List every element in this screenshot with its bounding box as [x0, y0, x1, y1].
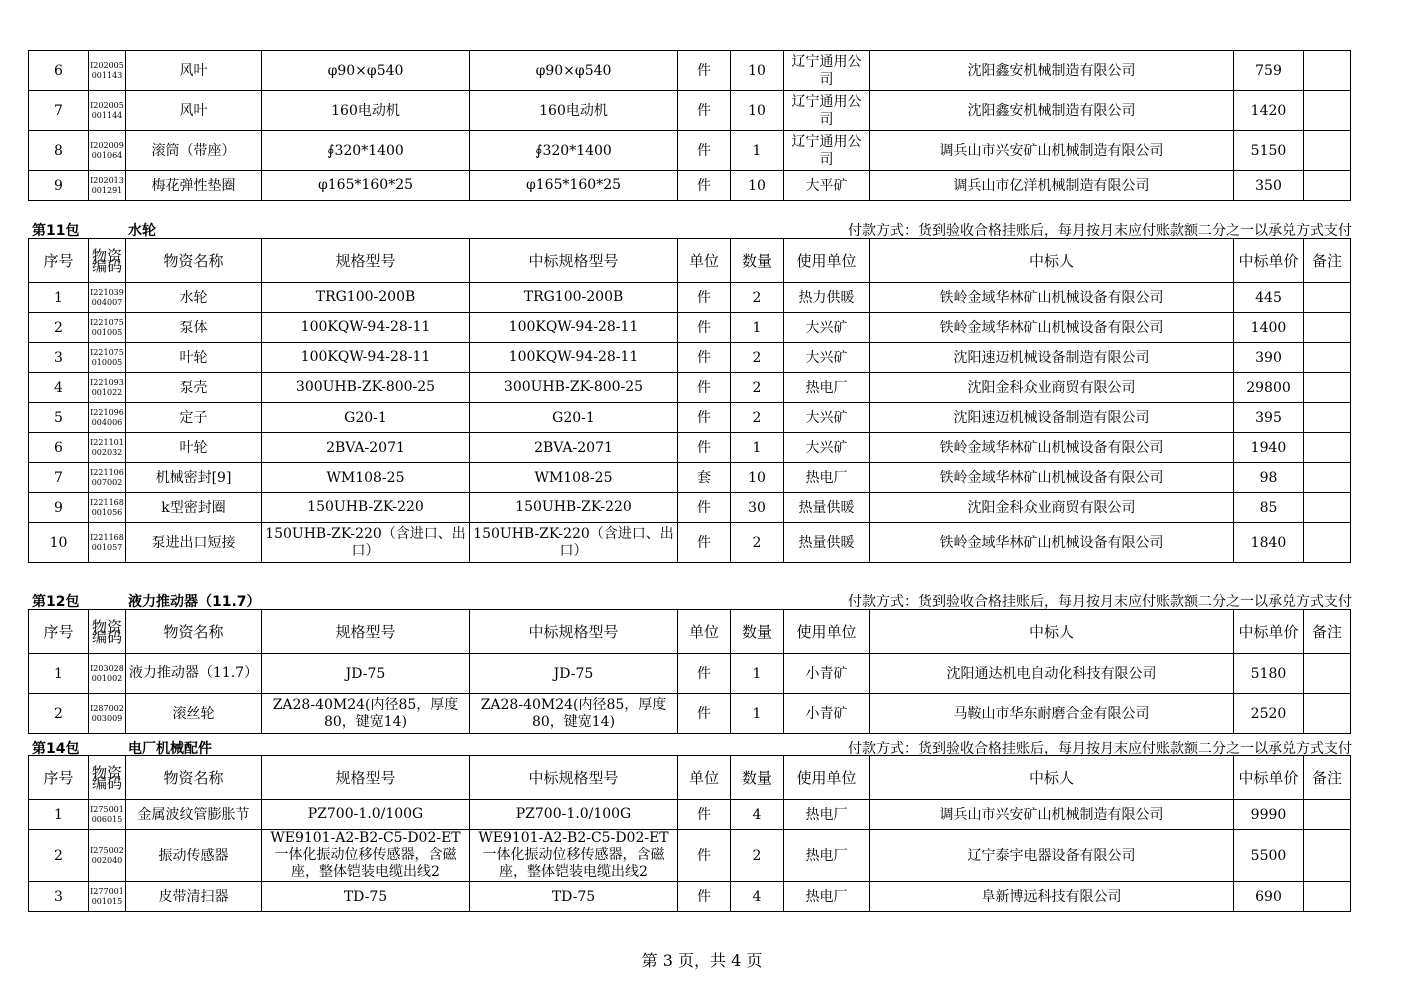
header-name-cell: 物资名称	[126, 756, 262, 800]
user-cell: 辽宁通用公司	[784, 131, 870, 171]
bid-spec-cell: 160电动机	[470, 91, 678, 131]
user-cell: 小青矿	[784, 694, 870, 734]
winner-cell: 调兵山市兴安矿山机械制造有限公司	[870, 800, 1234, 830]
name-cell: 滚丝轮	[126, 694, 262, 734]
winner-cell: 沈阳通达机电自动化科技有限公司	[870, 654, 1234, 694]
spec-cell: ∮320*1400	[262, 131, 470, 171]
user-cell: 大兴矿	[784, 433, 870, 463]
seq-cell: 2	[29, 694, 89, 734]
unit-cell: 件	[678, 800, 731, 830]
package-number: 第11包	[32, 223, 80, 239]
price-cell: 390	[1234, 343, 1304, 373]
winner-cell: 沈阳金科众业商贸有限公司	[870, 493, 1234, 523]
qty-cell: 2	[731, 403, 784, 433]
bid-spec-cell: JD-75	[470, 654, 678, 694]
code-cell: I275002 002040	[89, 830, 126, 882]
bid-spec-cell: 2BVA-2071	[470, 433, 678, 463]
spec-cell: WM108-25	[262, 463, 470, 493]
seq-cell: 4	[29, 373, 89, 403]
note-cell	[1304, 403, 1351, 433]
bid-spec-cell: 300UHB-ZK-800-25	[470, 373, 678, 403]
table-package-11	[28, 238, 1351, 563]
spec-cell: TRG100-200B	[262, 283, 470, 313]
name-cell: 风叶	[126, 91, 262, 131]
note-cell	[1304, 171, 1351, 201]
user-cell: 热力供暖	[784, 283, 870, 313]
price-cell: 29800	[1234, 373, 1304, 403]
name-cell: 皮带清扫器	[126, 882, 262, 912]
seq-cell: 9	[29, 493, 89, 523]
unit-cell: 件	[678, 171, 731, 201]
user-cell: 辽宁通用公司	[784, 51, 870, 91]
qty-cell: 2	[731, 343, 784, 373]
qty-cell: 4	[731, 882, 784, 912]
unit-cell: 件	[678, 91, 731, 131]
table-row	[29, 171, 1351, 201]
note-cell	[1304, 463, 1351, 493]
bid-spec-cell: ∮320*1400	[470, 131, 678, 171]
bid-spec-cell: φ90×φ540	[470, 51, 678, 91]
unit-cell: 套	[678, 463, 731, 493]
header-unit-cell: 单位	[678, 610, 731, 654]
table-row	[29, 313, 1351, 343]
note-cell	[1304, 800, 1351, 830]
user-cell: 小青矿	[784, 654, 870, 694]
package-name: 液力推动器（11.7）	[128, 594, 261, 610]
unit-cell: 件	[678, 51, 731, 91]
table-row	[29, 830, 1351, 882]
winner-cell: 阜新博远科技有限公司	[870, 882, 1234, 912]
price-cell: 98	[1234, 463, 1304, 493]
table-row	[29, 433, 1351, 463]
seq-cell: 1	[29, 654, 89, 694]
name-cell: 定子	[126, 403, 262, 433]
winner-cell: 铁岭金域华林矿山机械设备有限公司	[870, 523, 1234, 563]
note-cell	[1304, 51, 1351, 91]
note-cell	[1304, 493, 1351, 523]
header-note-cell: 备注	[1304, 239, 1351, 283]
unit-cell: 件	[678, 433, 731, 463]
user-cell: 热电厂	[784, 882, 870, 912]
header-code-cell: 物资编码	[89, 756, 126, 800]
code-cell: I221075 010005	[89, 343, 126, 373]
table-row	[29, 800, 1351, 830]
winner-cell: 铁岭金域华林矿山机械设备有限公司	[870, 433, 1234, 463]
code-cell: I202005 001143	[89, 51, 126, 91]
bid-spec-cell: TD-75	[470, 882, 678, 912]
price-cell: 1400	[1234, 313, 1304, 343]
header-qty-cell: 数量	[731, 239, 784, 283]
qty-cell: 1	[731, 131, 784, 171]
price-cell: 445	[1234, 283, 1304, 313]
unit-cell: 件	[678, 343, 731, 373]
name-cell: 水轮	[126, 283, 262, 313]
bid-spec-cell: ZA28-40M24(内径85，厚度80，键宽14)	[470, 694, 678, 734]
header-unit-cell: 单位	[678, 756, 731, 800]
bid-spec-cell: 100KQW-94-28-11	[470, 343, 678, 373]
table-row	[29, 51, 1351, 91]
winner-cell: 辽宁泰宇电器设备有限公司	[870, 830, 1234, 882]
spec-cell: 150UHB-ZK-220（含进口、出口）	[262, 523, 470, 563]
header-qty-cell: 数量	[731, 610, 784, 654]
user-cell: 热电厂	[784, 373, 870, 403]
header-bid-spec-cell: 中标规格型号	[470, 610, 678, 654]
code-cell: I221096 004006	[89, 403, 126, 433]
table-row	[29, 523, 1351, 563]
spec-cell: 300UHB-ZK-800-25	[262, 373, 470, 403]
note-cell	[1304, 373, 1351, 403]
seq-cell: 10	[29, 523, 89, 563]
user-cell: 大兴矿	[784, 343, 870, 373]
header-winner-cell: 中标人	[870, 239, 1234, 283]
code-cell: I221093 001022	[89, 373, 126, 403]
price-cell: 2520	[1234, 694, 1304, 734]
unit-cell: 件	[678, 313, 731, 343]
seq-cell: 1	[29, 283, 89, 313]
table-row	[29, 654, 1351, 694]
price-cell: 690	[1234, 882, 1304, 912]
header-price-cell: 中标单价	[1234, 610, 1304, 654]
header-row	[29, 610, 1351, 654]
qty-cell: 30	[731, 493, 784, 523]
code-cell: I221168 001057	[89, 523, 126, 563]
header-spec-cell: 规格型号	[262, 239, 470, 283]
header-bid-spec-cell: 中标规格型号	[470, 239, 678, 283]
note-cell	[1304, 91, 1351, 131]
note-cell	[1304, 694, 1351, 734]
table-row	[29, 373, 1351, 403]
name-cell: 机械密封[9]	[126, 463, 262, 493]
table-row	[29, 283, 1351, 313]
code-cell: I221168 001056	[89, 493, 126, 523]
seq-cell: 5	[29, 403, 89, 433]
qty-cell: 10	[731, 91, 784, 131]
unit-cell: 件	[678, 373, 731, 403]
bid-spec-cell: φ165*160*25	[470, 171, 678, 201]
code-cell: I202005 001144	[89, 91, 126, 131]
header-spec-cell: 规格型号	[262, 610, 470, 654]
header-bid-spec-cell: 中标规格型号	[470, 756, 678, 800]
note-cell	[1304, 882, 1351, 912]
name-cell: 滚筒（带座）	[126, 131, 262, 171]
seq-cell: 2	[29, 313, 89, 343]
winner-cell: 铁岭金域华林矿山机械设备有限公司	[870, 313, 1234, 343]
header-row	[29, 239, 1351, 283]
note-cell	[1304, 131, 1351, 171]
unit-cell: 件	[678, 283, 731, 313]
user-cell: 大平矿	[784, 171, 870, 201]
bid-spec-cell: 150UHB-ZK-220（含进口、出口）	[470, 523, 678, 563]
user-cell: 大兴矿	[784, 313, 870, 343]
payment-terms: 付款方式：货到验收合格挂账后，每月按月末应付账款额二分之一以承兑方式支付	[848, 741, 1352, 757]
name-cell: 叶轮	[126, 433, 262, 463]
section-header-11	[32, 220, 1352, 240]
table-package-12	[28, 609, 1351, 734]
user-cell: 热电厂	[784, 830, 870, 882]
header-seq-cell: 序号	[29, 610, 89, 654]
table-continuation	[28, 50, 1351, 201]
winner-cell: 马鞍山市华东耐磨合金有限公司	[870, 694, 1234, 734]
header-seq-cell: 序号	[29, 239, 89, 283]
header-user-cell: 使用单位	[784, 239, 870, 283]
section-header-12	[32, 591, 1352, 611]
winner-cell: 调兵山市亿洋机械制造有限公司	[870, 171, 1234, 201]
table-row	[29, 493, 1351, 523]
bid-spec-cell: WE9101-A2-B2-C5-D02-ET一体化振动位移传感器，含磁座，整体铠装电缆出线2	[470, 830, 678, 882]
price-cell: 350	[1234, 171, 1304, 201]
user-cell: 大兴矿	[784, 403, 870, 433]
spec-cell: ZA28-40M24(内径85，厚度80，键宽14)	[262, 694, 470, 734]
winner-cell: 沈阳鑫安机械制造有限公司	[870, 51, 1234, 91]
spec-cell: 2BVA-2071	[262, 433, 470, 463]
seq-cell: 3	[29, 343, 89, 373]
package-name: 电厂机械配件	[128, 741, 212, 757]
table-package-14	[28, 755, 1351, 912]
name-cell: 梅花弹性垫圈	[126, 171, 262, 201]
package-number: 第14包	[32, 741, 80, 757]
user-cell: 辽宁通用公司	[784, 91, 870, 131]
code-cell: I221039 004007	[89, 283, 126, 313]
price-cell: 759	[1234, 51, 1304, 91]
winner-cell: 沈阳速迈机械设备制造有限公司	[870, 343, 1234, 373]
winner-cell: 铁岭金域华林矿山机械设备有限公司	[870, 283, 1234, 313]
qty-cell: 2	[731, 373, 784, 403]
table-row	[29, 403, 1351, 433]
bid-spec-cell: G20-1	[470, 403, 678, 433]
spec-cell: 100KQW-94-28-11	[262, 313, 470, 343]
header-winner-cell: 中标人	[870, 756, 1234, 800]
name-cell: 液力推动器（11.7）	[126, 654, 262, 694]
qty-cell: 1	[731, 694, 784, 734]
seq-cell: 8	[29, 131, 89, 171]
header-user-cell: 使用单位	[784, 756, 870, 800]
name-cell: 振动传感器	[126, 830, 262, 882]
header-code-cell: 物资编码	[89, 610, 126, 654]
bid-spec-cell: 150UHB-ZK-220	[470, 493, 678, 523]
code-cell: I202009 001064	[89, 131, 126, 171]
name-cell: 金属波纹管膨胀节	[126, 800, 262, 830]
header-name-cell: 物资名称	[126, 610, 262, 654]
qty-cell: 2	[731, 523, 784, 563]
user-cell: 热量供暖	[784, 493, 870, 523]
bid-spec-cell: PZ700-1.0/100G	[470, 800, 678, 830]
unit-cell: 件	[678, 654, 731, 694]
header-unit-cell: 单位	[678, 239, 731, 283]
qty-cell: 10	[731, 171, 784, 201]
spec-cell: 150UHB-ZK-220	[262, 493, 470, 523]
qty-cell: 1	[731, 654, 784, 694]
seq-cell: 6	[29, 433, 89, 463]
spec-cell: 160电动机	[262, 91, 470, 131]
winner-cell: 沈阳鑫安机械制造有限公司	[870, 91, 1234, 131]
qty-cell: 1	[731, 433, 784, 463]
note-cell	[1304, 343, 1351, 373]
spec-cell: φ90×φ540	[262, 51, 470, 91]
header-seq-cell: 序号	[29, 756, 89, 800]
package-number: 第12包	[32, 594, 80, 610]
qty-cell: 10	[731, 51, 784, 91]
bid-spec-cell: 100KQW-94-28-11	[470, 313, 678, 343]
table-row	[29, 131, 1351, 171]
price-cell: 1840	[1234, 523, 1304, 563]
qty-cell: 1	[731, 313, 784, 343]
table-row	[29, 882, 1351, 912]
note-cell	[1304, 283, 1351, 313]
code-cell: I221106 007002	[89, 463, 126, 493]
header-winner-cell: 中标人	[870, 610, 1234, 654]
unit-cell: 件	[678, 523, 731, 563]
header-price-cell: 中标单价	[1234, 756, 1304, 800]
spec-cell: φ165*160*25	[262, 171, 470, 201]
header-code-cell: 物资编码	[89, 239, 126, 283]
unit-cell: 件	[678, 882, 731, 912]
price-cell: 5180	[1234, 654, 1304, 694]
table-row	[29, 91, 1351, 131]
header-note-cell: 备注	[1304, 756, 1351, 800]
code-cell: I277001 001015	[89, 882, 126, 912]
note-cell	[1304, 830, 1351, 882]
unit-cell: 件	[678, 131, 731, 171]
code-cell: I203028 001002	[89, 654, 126, 694]
price-cell: 1940	[1234, 433, 1304, 463]
user-cell: 热电厂	[784, 463, 870, 493]
winner-cell: 沈阳速迈机械设备制造有限公司	[870, 403, 1234, 433]
winner-cell: 调兵山市兴安矿山机械制造有限公司	[870, 131, 1234, 171]
spec-cell: WE9101-A2-B2-C5-D02-ET一体化振动位移传感器，含磁座，整体铠装电缆出线2	[262, 830, 470, 882]
payment-terms: 付款方式：货到验收合格挂账后，每月按月末应付账款额二分之一以承兑方式支付	[848, 594, 1352, 610]
seq-cell: 9	[29, 171, 89, 201]
payment-terms: 付款方式：货到验收合格挂账后，每月按月末应付账款额二分之一以承兑方式支付	[848, 223, 1352, 239]
unit-cell: 件	[678, 694, 731, 734]
table-row	[29, 694, 1351, 734]
price-cell: 5500	[1234, 830, 1304, 882]
name-cell: 泵壳	[126, 373, 262, 403]
price-cell: 85	[1234, 493, 1304, 523]
header-price-cell: 中标单价	[1234, 239, 1304, 283]
header-user-cell: 使用单位	[784, 610, 870, 654]
code-cell: I275001 006015	[89, 800, 126, 830]
table-row	[29, 343, 1351, 373]
header-note-cell: 备注	[1304, 610, 1351, 654]
name-cell: 泵体	[126, 313, 262, 343]
header-name-cell: 物资名称	[126, 239, 262, 283]
name-cell: 泵进出口短接	[126, 523, 262, 563]
bid-spec-cell: TRG100-200B	[470, 283, 678, 313]
seq-cell: 7	[29, 463, 89, 493]
code-cell: I221101 002032	[89, 433, 126, 463]
spec-cell: TD-75	[262, 882, 470, 912]
winner-cell: 沈阳金科众业商贸有限公司	[870, 373, 1234, 403]
header-spec-cell: 规格型号	[262, 756, 470, 800]
unit-cell: 件	[678, 403, 731, 433]
code-cell: I202013 001291	[89, 171, 126, 201]
qty-cell: 4	[731, 800, 784, 830]
unit-cell: 件	[678, 493, 731, 523]
spec-cell: 100KQW-94-28-11	[262, 343, 470, 373]
seq-cell: 7	[29, 91, 89, 131]
spec-cell: PZ700-1.0/100G	[262, 800, 470, 830]
qty-cell: 2	[731, 830, 784, 882]
code-cell: I287002 003009	[89, 694, 126, 734]
seq-cell: 2	[29, 830, 89, 882]
note-cell	[1304, 654, 1351, 694]
note-cell	[1304, 433, 1351, 463]
name-cell: 风叶	[126, 51, 262, 91]
note-cell	[1304, 313, 1351, 343]
winner-cell: 铁岭金域华林矿山机械设备有限公司	[870, 463, 1234, 493]
unit-cell: 件	[678, 830, 731, 882]
qty-cell: 2	[731, 283, 784, 313]
price-cell: 1420	[1234, 91, 1304, 131]
page-footer: 第 3 页，共 4 页	[641, 951, 763, 970]
header-row	[29, 756, 1351, 800]
user-cell: 热量供暖	[784, 523, 870, 563]
code-cell: I221075 001005	[89, 313, 126, 343]
price-cell: 5150	[1234, 131, 1304, 171]
package-name: 水轮	[128, 223, 156, 239]
price-cell: 9990	[1234, 800, 1304, 830]
user-cell: 热电厂	[784, 800, 870, 830]
name-cell: 叶轮	[126, 343, 262, 373]
name-cell: k型密封圈	[126, 493, 262, 523]
seq-cell: 1	[29, 800, 89, 830]
seq-cell: 3	[29, 882, 89, 912]
bid-spec-cell: WM108-25	[470, 463, 678, 493]
note-cell	[1304, 523, 1351, 563]
spec-cell: G20-1	[262, 403, 470, 433]
header-qty-cell: 数量	[731, 756, 784, 800]
seq-cell: 6	[29, 51, 89, 91]
table-row	[29, 463, 1351, 493]
price-cell: 395	[1234, 403, 1304, 433]
spec-cell: JD-75	[262, 654, 470, 694]
qty-cell: 10	[731, 463, 784, 493]
